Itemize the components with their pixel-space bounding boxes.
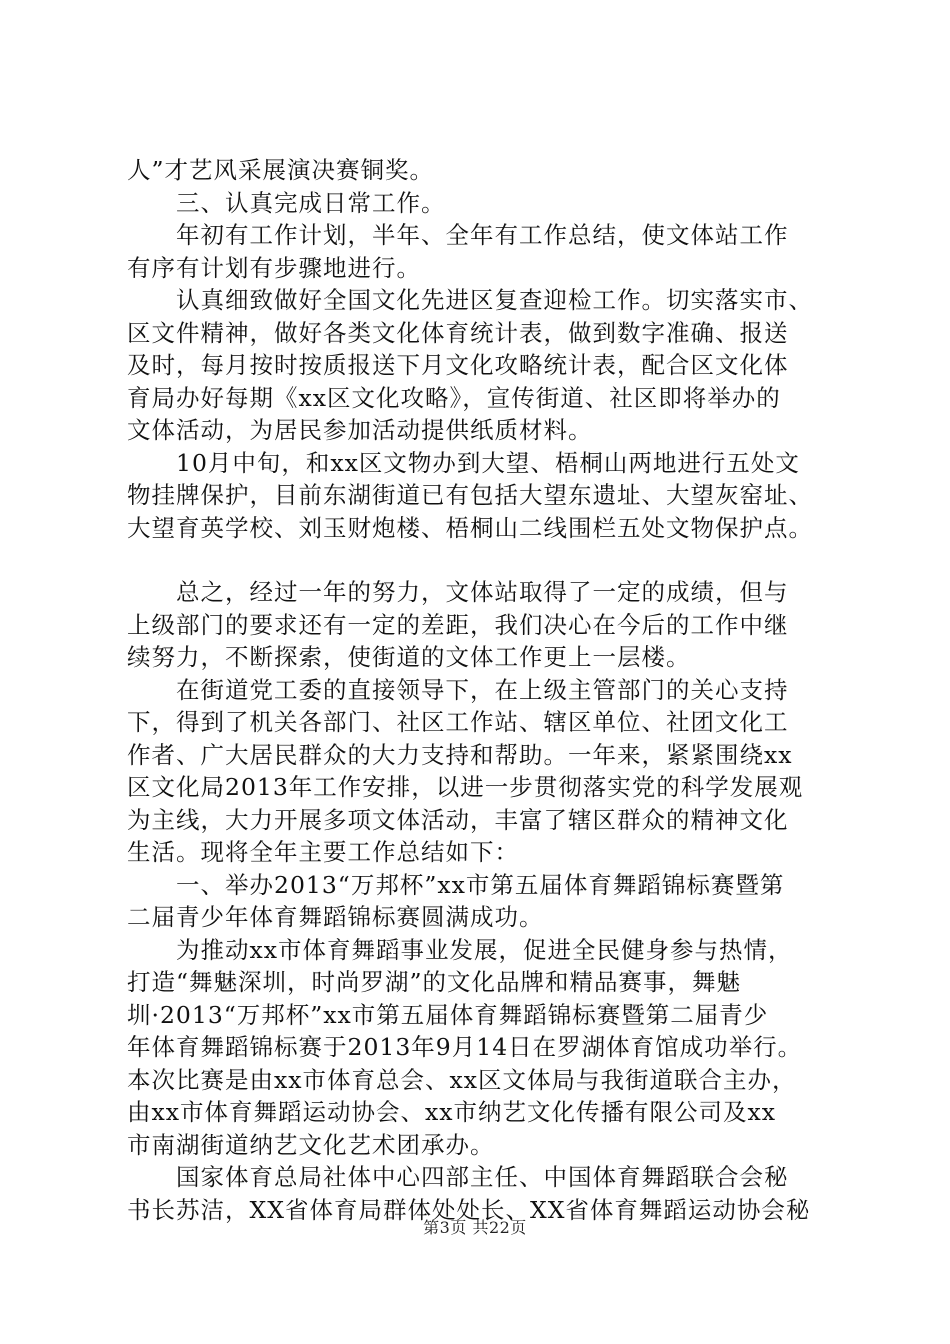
paragraph [127, 869, 837, 934]
text-line: 圳·2013“万邦杯”xx市第五届体育舞蹈锦标赛暨第二届青少 [127, 1000, 769, 1029]
document-body [127, 154, 837, 1226]
paragraph [127, 154, 837, 187]
text-line: 文体活动，为居民参加活动提供纸质材料。 [127, 416, 593, 444]
paragraph [127, 576, 837, 674]
text-line: 打造“舞魅深圳，时尚罗湖”的文化品牌和精品赛事，舞魅 [127, 968, 742, 996]
text-line: 下，得到了机关各部门、社区工作站、辖区单位、社团文化工 [127, 708, 789, 736]
text-line: 为主线，大力开展多项文体活动，丰富了辖区群众的精神文化 [127, 805, 789, 834]
text-line: 三、认真完成日常工作。 [127, 188, 446, 217]
text-line: 在街道党工委的直接领导下，在上级主管部门的关心支持 [127, 675, 789, 704]
text-line: 10月中旬，和xx区文物办到大望、梧桐山两地进行五处文 [127, 448, 800, 477]
text-line: 国家体育总局社体中心四部主任、中国体育舞蹈联合会秘 [127, 1163, 789, 1191]
text-line: 由xx市体育舞蹈运动协会、xx市纳艺文化传播有限公司及xx [127, 1098, 777, 1126]
text-line: 续努力，不断探索，使街道的文体工作更上一层楼。 [127, 643, 691, 671]
text-line: 为推动xx市体育舞蹈事业发展，促进全民健身参与热情， [127, 935, 793, 964]
paragraph-gap [127, 544, 837, 576]
paragraph [127, 219, 837, 284]
text-line: 年初有工作计划，半年、全年有工作总结，使文体站工作 [127, 221, 789, 249]
paragraph [127, 674, 837, 869]
text-line: 认真细致做好全国文化先进区复查迎检工作。切实落实市、 [127, 286, 813, 314]
text-line: 大望育英学校、刘玉财炮楼、梧桐山二线围栏五处文物保护点。 [127, 513, 813, 542]
text-line: 市南湖街道纳艺文化艺术团承办。 [127, 1130, 495, 1159]
text-line: 有序有计划有步骤地进行。 [127, 253, 421, 282]
text-line: 总之，经过一年的努力，文体站取得了一定的成绩，但与 [127, 578, 789, 606]
text-line: 育局办好每期《xx区文化攻略》，宣传街道、社区即将举办的 [127, 383, 781, 412]
text-line: 作者、广大居民群众的大力支持和帮助。一年来，紧紧围绕xx [127, 740, 793, 769]
page-footer: 第3页 共22页 [423, 1218, 527, 1237]
paragraph [127, 447, 837, 545]
text-line: 人”才艺风采展演决赛铜奖。 [127, 156, 435, 184]
paragraph-group-bottom [127, 576, 837, 1226]
text-line: 生活。现将全年主要工作总结如下： [127, 838, 519, 866]
text-line: 区文化局2013年工作安排，以进一步贯彻落实党的科学发展观 [127, 773, 804, 801]
text-line: 书长苏洁，XX省体育局群体处处长、XX省体育舞蹈运动协会秘 [127, 1195, 811, 1224]
text-line: 本次比赛是由xx市体育总会、xx区文体局与我街道联合主办， [127, 1065, 797, 1094]
paragraph [127, 934, 837, 1162]
text-line: 区文件精神，做好各类文化体育统计表，做到数字准确、报送 [127, 318, 789, 347]
text-line: 一、举办2013“万邦杯”xx市第五届体育舞蹈锦标赛暨第 [127, 870, 785, 899]
text-line: 物挂牌保护，目前东湖街道已有包括大望东遗址、大望灰窑址、 [127, 481, 813, 509]
paragraph-group-top [127, 154, 837, 544]
text-line: 上级部门的要求还有一定的差距，我们决心在今后的工作中继 [127, 610, 789, 639]
paragraph [127, 284, 837, 447]
paragraph [127, 187, 837, 220]
text-line: 及时，每月按时按质报送下月文化攻略统计表，配合区文化体 [127, 351, 789, 379]
text-line: 年体育舞蹈锦标赛于2013年9月14日在罗湖体育馆成功举行。 [127, 1033, 803, 1061]
text-line: 二届青少年体育舞蹈锦标赛圆满成功。 [127, 903, 544, 931]
